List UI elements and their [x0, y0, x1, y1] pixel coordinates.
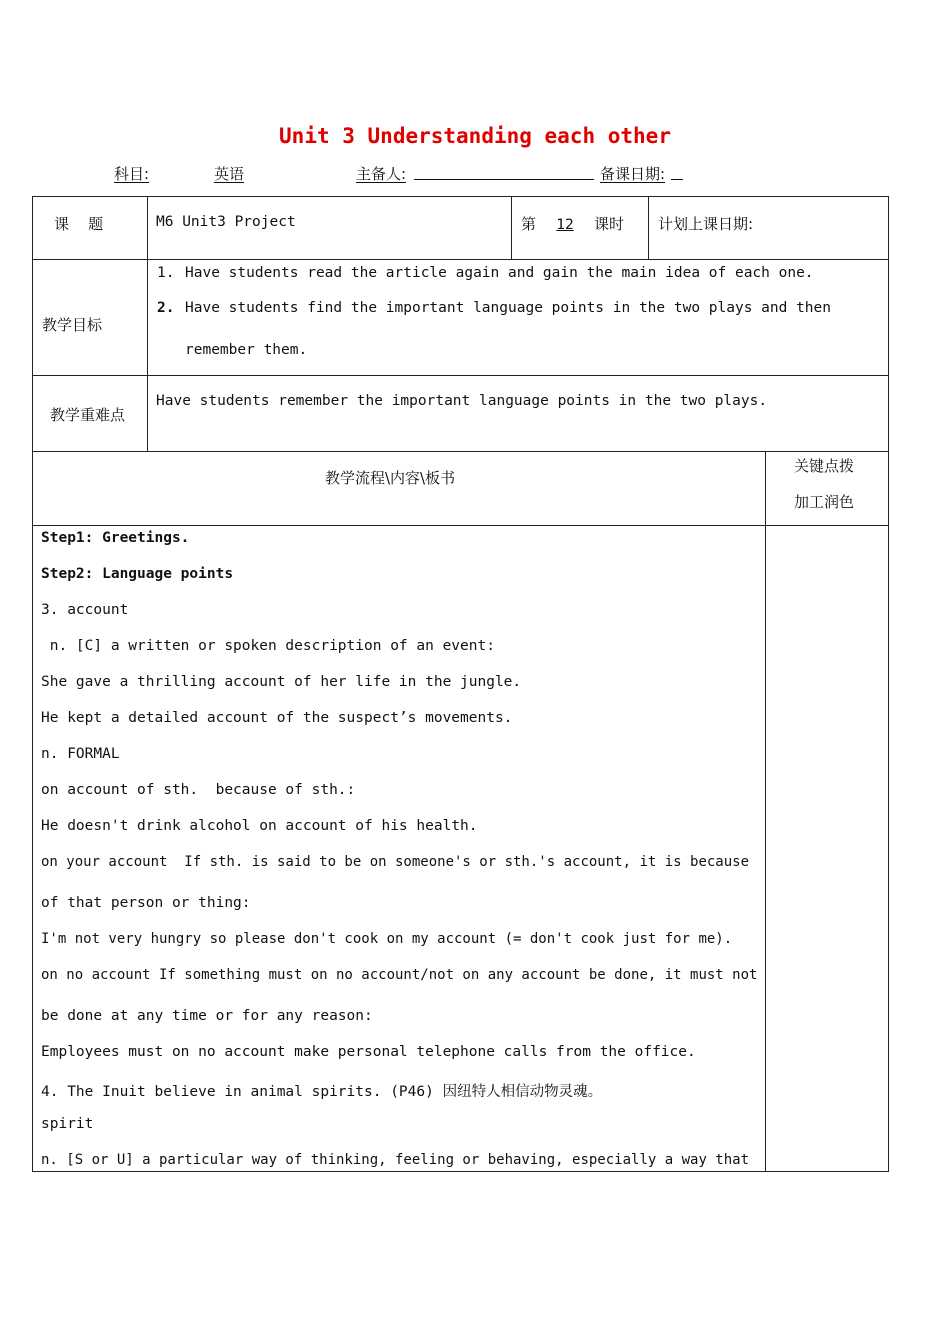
body-line: on no account If something must on no account/not on any account be done, it must not — [41, 967, 758, 983]
body-line: n. [S or U] a particular way of thinking, feeling or behaving, especially a way that — [41, 1152, 750, 1168]
period-number: 12 — [556, 217, 574, 233]
period-cell — [521, 213, 624, 234]
table-divider — [648, 196, 649, 259]
key-text: Have students remember the important language points in the two plays. — [156, 393, 768, 409]
body-line: Step2: Language points — [41, 566, 234, 582]
goal-number: 1. — [157, 265, 175, 281]
topic-value: M6 Unit3 Project — [156, 214, 296, 230]
preparer-label: 主备人: — [356, 165, 407, 183]
body-line: He kept a detailed account of the suspect’s movements. — [41, 710, 513, 726]
date-blank — [671, 163, 683, 180]
body-line: I'm not very hungry so please don't cook on my account (= don't cook just for me). — [41, 931, 733, 947]
body-line: Step1: Greetings. — [41, 530, 190, 546]
key-label: 教学重难点 — [50, 406, 126, 424]
body-line: 4. The Inuit believe in animal spirits. (P46) 因纽特人相信动物灵魂。 — [41, 1084, 603, 1100]
goal-number: 2. — [157, 300, 175, 316]
period-prefix: 第 — [521, 215, 537, 233]
body-line: of that person or thing: — [41, 895, 251, 911]
body-line: n. [C] a written or spoken description of an event: — [41, 638, 495, 654]
table-divider — [32, 259, 889, 260]
subject-label: 科目: — [114, 165, 150, 183]
body-line: on account of sth. because of sth.: — [41, 782, 356, 798]
body-line: spirit — [41, 1116, 94, 1132]
side-header-1: 关键点拨 — [794, 457, 855, 475]
flow-header: 教学流程\内容\板书 — [325, 469, 456, 487]
body-line: He doesn't drink alcohol on account of his health. — [41, 818, 478, 834]
body-line: 3. account — [41, 602, 129, 618]
goal-text: Have students read the article again and gain the main idea of each one. — [185, 265, 814, 281]
side-header-2: 加工润色 — [794, 493, 855, 511]
table-divider — [147, 196, 148, 451]
preparer-blank — [414, 163, 594, 180]
body-line: She gave a thrilling account of her life in the jungle. — [41, 674, 522, 690]
body-line: n. FORMAL — [41, 746, 120, 762]
page-title: Unit 3 Understanding each other — [279, 124, 671, 148]
plan-date-label: 计划上课日期: — [658, 215, 754, 233]
table-divider — [32, 525, 889, 526]
table-divider — [32, 375, 889, 376]
body-line: Employees must on no account make personal telephone calls from the office. — [41, 1044, 696, 1060]
period-suffix: 课时 — [594, 215, 625, 233]
table-divider — [511, 196, 512, 259]
table-divider — [765, 451, 766, 1172]
body-line: on your account If sth. is said to be on someone's or sth.'s account, it is because — [41, 854, 750, 870]
goals-label: 教学目标 — [42, 316, 103, 334]
date-label: 备课日期: — [600, 165, 666, 183]
body-line: be done at any time or for any reason: — [41, 1008, 373, 1024]
table-divider — [32, 451, 889, 452]
topic-label: 课 题 — [54, 215, 104, 233]
subject-value: 英语 — [214, 165, 245, 183]
goal-text: remember them. — [185, 342, 308, 358]
goal-text: Have students find the important language points in the two plays and then — [185, 300, 832, 316]
